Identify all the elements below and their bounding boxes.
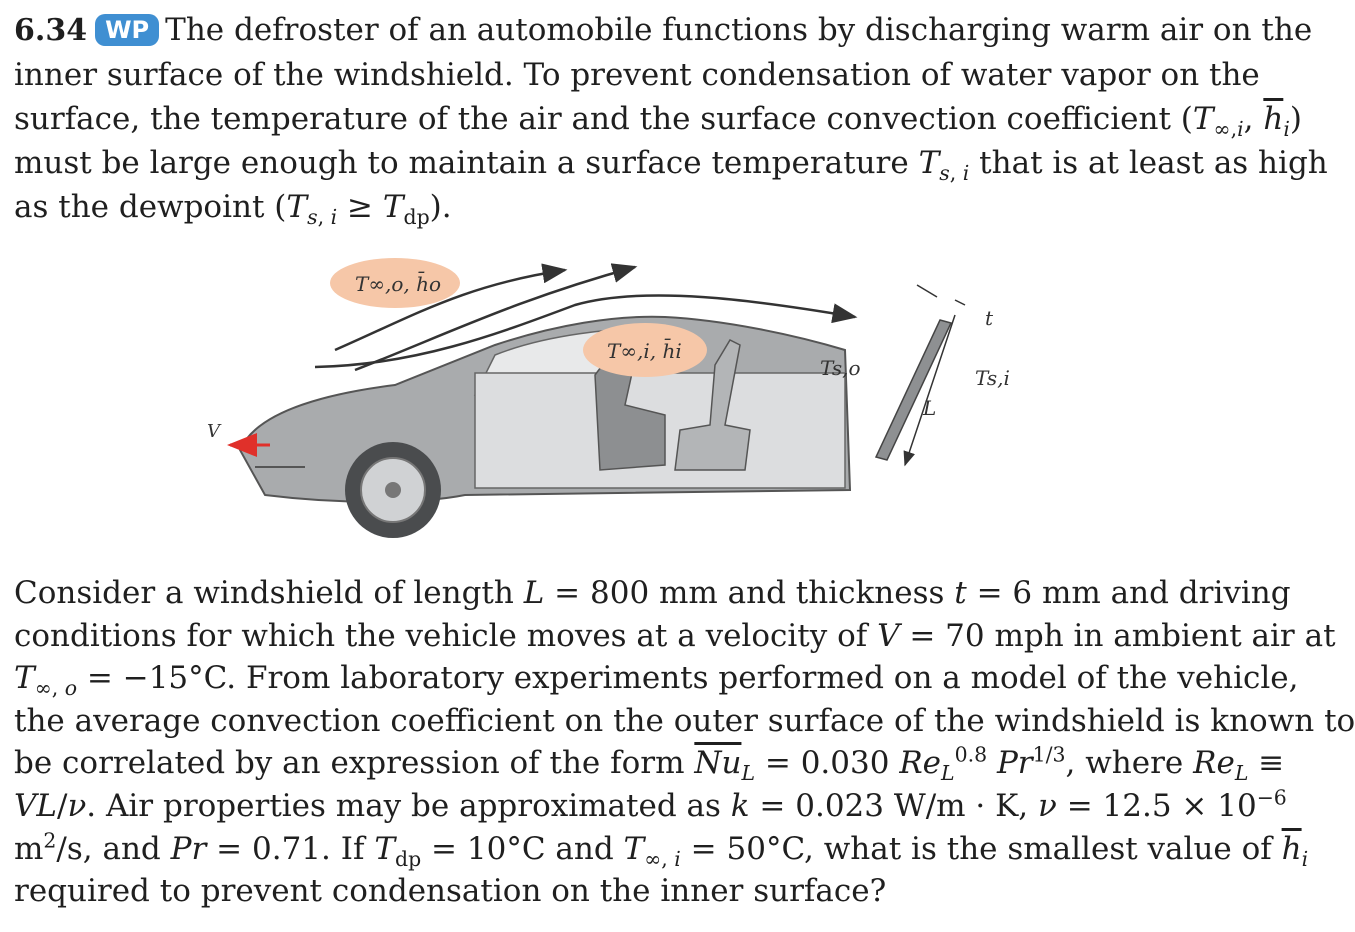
body-line-8: required to prevent condensation on the inner surface? bbox=[14, 873, 887, 910]
body-line-2: conditions for which the vehicle moves at a velocity of V = 70 mph in ambient air at bbox=[14, 617, 1336, 654]
inner-air-cloud bbox=[583, 323, 707, 377]
intro-line-1: 6.34 WP The defroster of an automobile functions by discharging warm air on the bbox=[14, 12, 1313, 48]
wp-badge[interactable]: WP bbox=[95, 14, 159, 46]
body-line-4: the average convection coefficient on the outer surface of the windshield is known to bbox=[14, 702, 1355, 739]
intro-line-5: as the dewpoint $(T_{s, i} \ge T_{dp})$. bbox=[14, 189, 452, 230]
body-line-5: be correlated by an expression of the form $\overline{Nu}_L = 0.030$ $Re_L^{0.8}$ $Pr^{1/3}$, where $Re_L$ ≡ bbox=[14, 743, 1285, 786]
label-inner-air: T∞,i, h̄i bbox=[607, 339, 682, 363]
body-line-6: VL/ν. Air properties may be approximated as k = 0.023 W/m · K, $\nu = 12.5 \times 10^{-6}$ bbox=[14, 785, 1287, 824]
outer-air-cloud bbox=[330, 258, 460, 308]
intro-line-2: inner surface of the windshield. To prevent condensation of water vapor on the bbox=[14, 57, 1260, 93]
label-surface-inner: Ts,i bbox=[975, 366, 1010, 390]
windshield-detail bbox=[876, 285, 965, 465]
body-line-1: Consider a windshield of length L = 800 mm and thickness t = 6 mm and driving bbox=[14, 575, 1291, 611]
problem-number: 6.34 bbox=[14, 13, 88, 48]
problem-intro bbox=[14, 8, 1328, 230]
label-surface-outer: Ts,o bbox=[820, 356, 861, 380]
label-outer-air: T∞,o, h̄o bbox=[355, 272, 442, 296]
intro-line-3: surface, the temperature of the air and the surface convection coefficient ($T_{\infty,i}$, $\overline{h}_i$) bbox=[14, 101, 1302, 142]
car-illustration bbox=[240, 317, 850, 538]
body-line-7: $m^2/s$, and Pr = 0.71. If $T_{dp} = 10^\circ C$ and $T_{\infty, i} = 50^\circ C$, what is the smallest value of $\overline{h}_i$ bbox=[14, 828, 1309, 871]
label-thickness: t bbox=[985, 306, 994, 330]
label-length: L bbox=[923, 396, 937, 420]
intro-line-4: must be large enough to maintain a surface temperature $T_{s, i}$ that is at least as high bbox=[14, 145, 1328, 186]
label-velocity: V bbox=[207, 421, 220, 442]
defroster-figure bbox=[195, 255, 1040, 555]
body-line-3: $T_{\infty, o} = -15^\circ C$. From laboratory experiments performed on a model of the vehicle, bbox=[14, 660, 1299, 701]
problem-body bbox=[14, 572, 1355, 913]
